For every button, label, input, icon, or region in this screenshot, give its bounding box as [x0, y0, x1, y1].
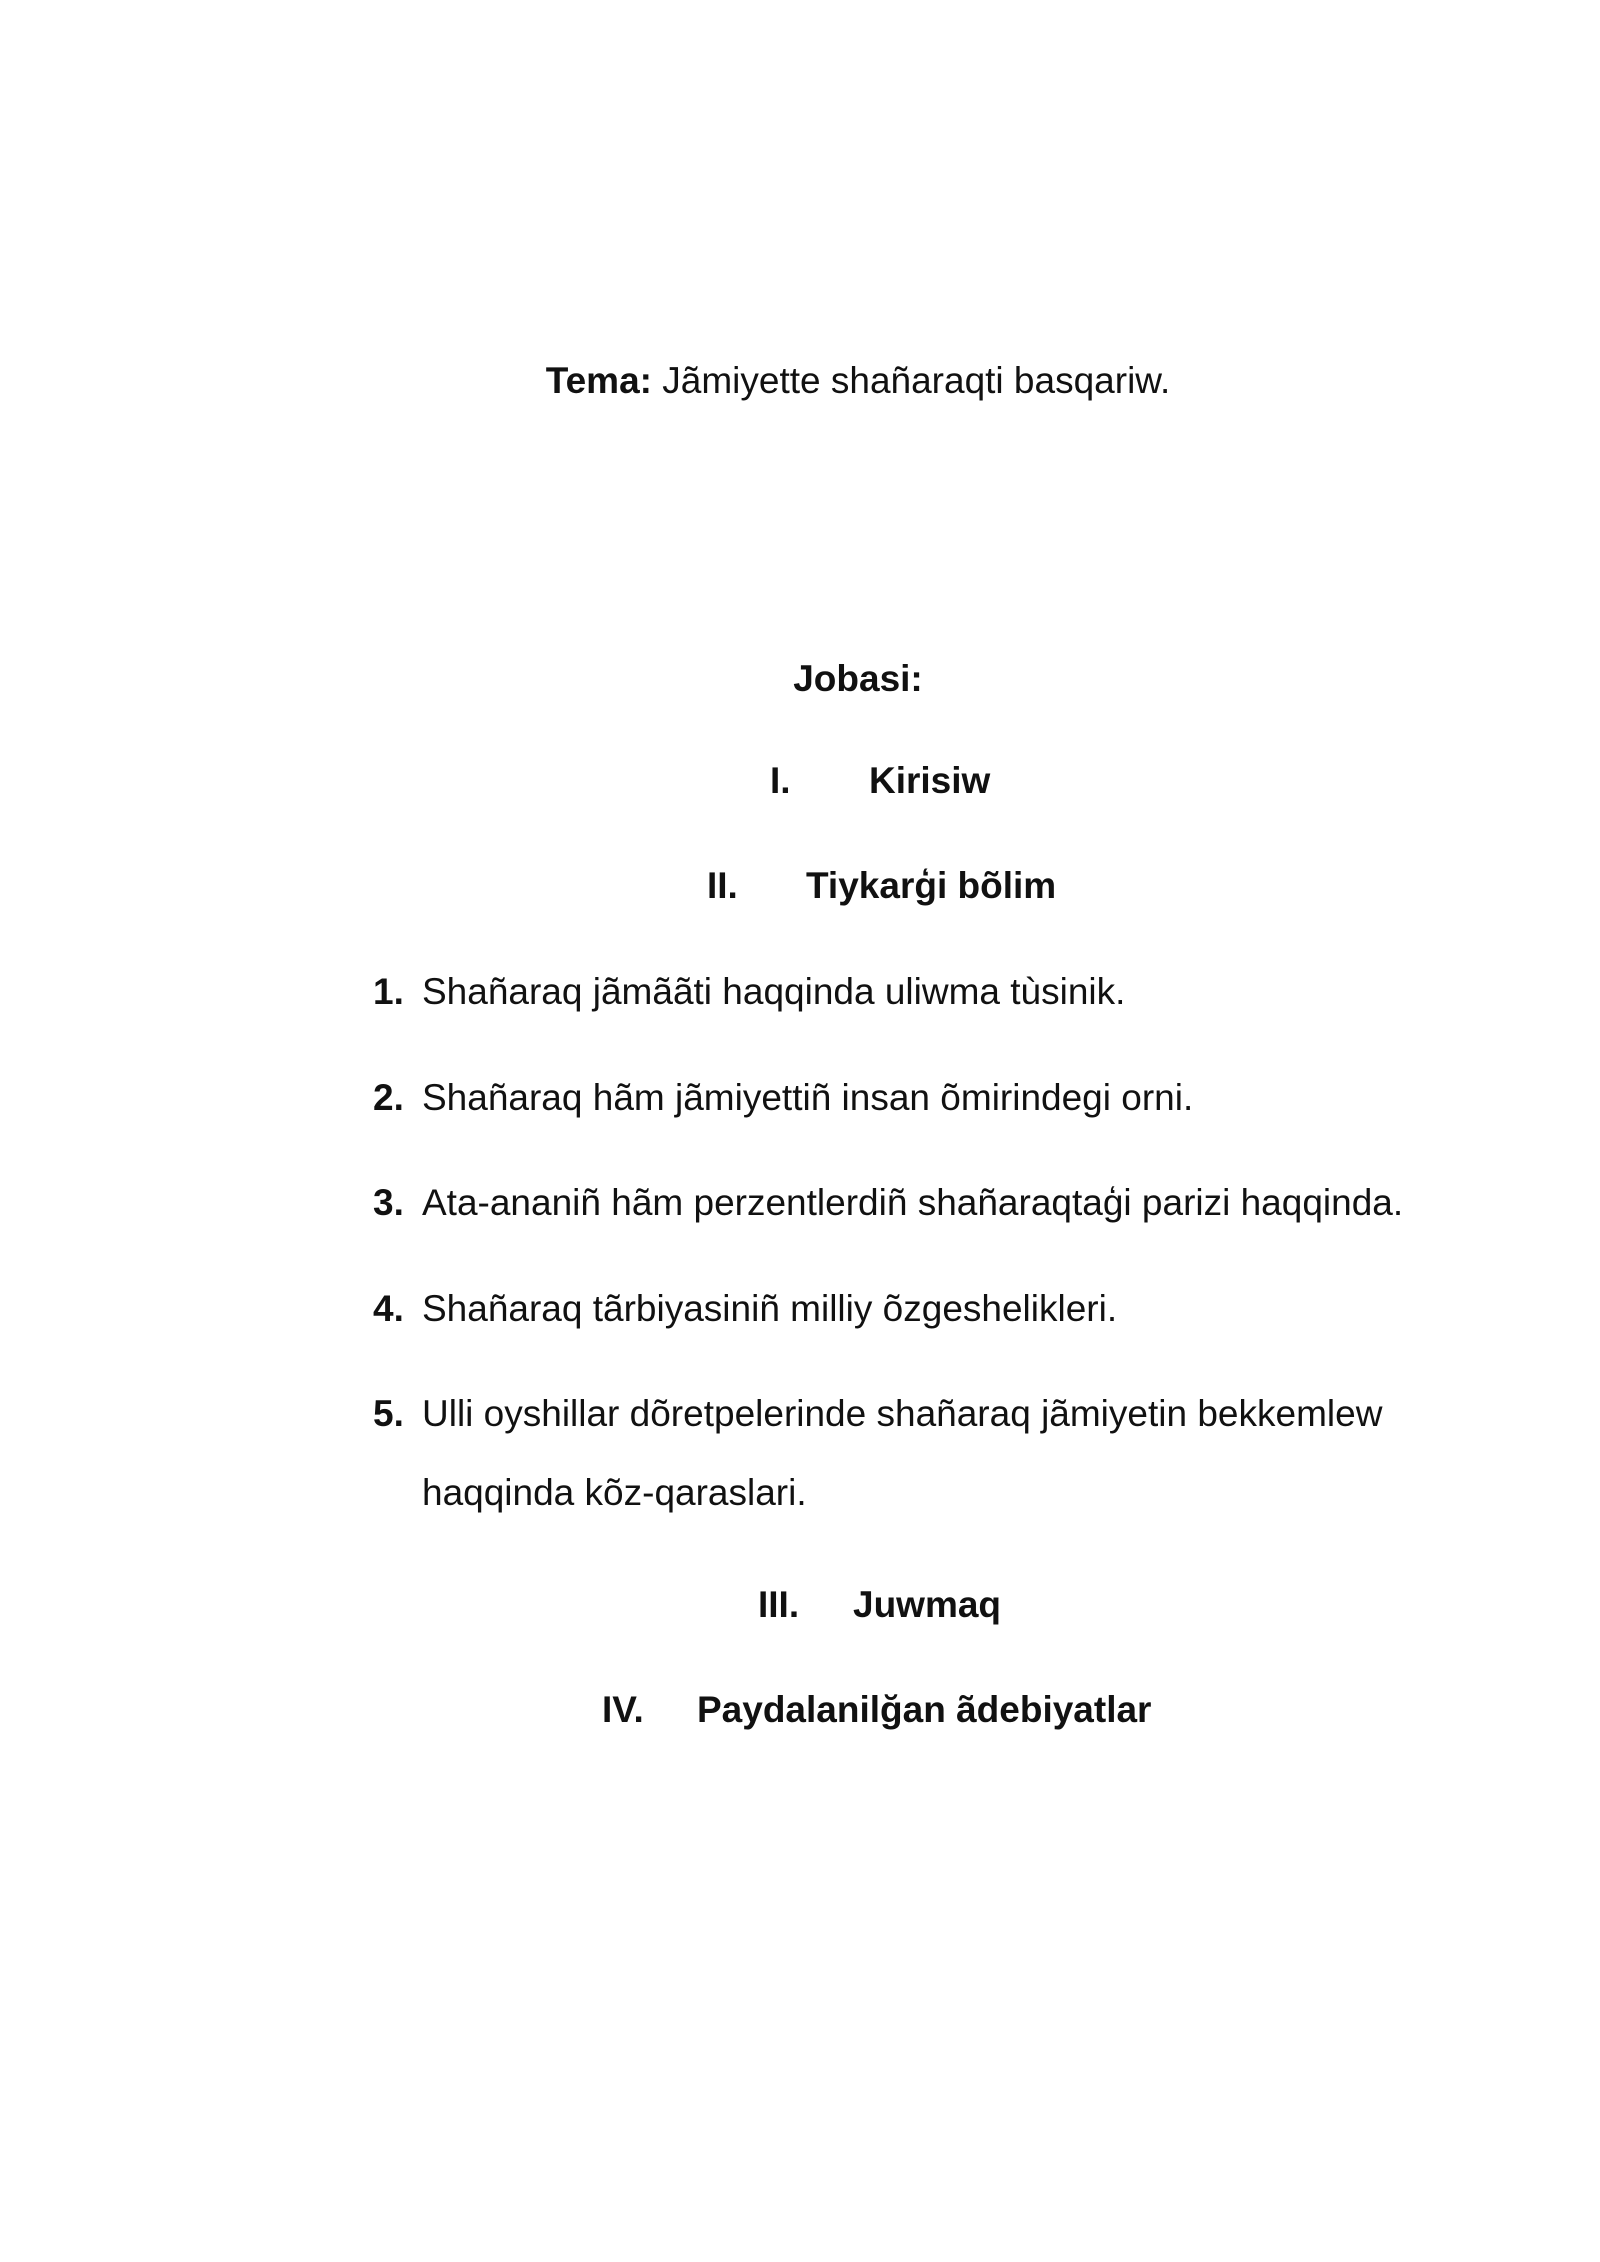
topic-label: Tema:: [545, 360, 652, 401]
list-item-number: 4.: [373, 1288, 404, 1329]
section-main-part: [707, 863, 1056, 909]
list-item: [373, 1286, 1117, 1332]
list-item: [373, 1391, 1382, 1437]
section-title: Kirisiw: [869, 760, 991, 801]
list-item: [373, 1180, 1403, 1226]
list-item-number: 3.: [373, 1182, 404, 1223]
list-item-text: Shañaraq hãm jãmiyettiñ insan õmirindegi orni.: [422, 1077, 1194, 1118]
list-item-text-continuation: haqqinda kõz-qaraslari.: [422, 1472, 807, 1513]
section-references: [602, 1687, 1151, 1733]
list-item-text: Ata-ananiñ hãm perzentlerdiñ shañaraqtaģi parizi haqqinda.: [422, 1182, 1404, 1223]
section-numeral: II.: [707, 865, 738, 906]
plan-heading: Jobasi:: [793, 658, 923, 699]
section-introduction: [770, 758, 990, 804]
section-title: Juwmaq: [853, 1584, 1002, 1625]
list-item-number: 1.: [373, 971, 404, 1012]
topic-text: Jãmiyette shañaraqti basqariw.: [662, 360, 1171, 401]
topic-line: [0, 358, 1600, 404]
list-item-number: 2.: [373, 1077, 404, 1118]
section-title: Paydalanilğan ãdebiyatlar: [697, 1689, 1152, 1730]
section-conclusion: [758, 1582, 1001, 1628]
list-item-text: Shañaraq jãmããti haqqinda uliwma tùsinik.: [422, 971, 1126, 1012]
section-numeral: I.: [770, 760, 791, 801]
list-item: [373, 1075, 1193, 1121]
section-numeral: III.: [758, 1584, 800, 1625]
list-item-text: Shañaraq tãrbiyasiniñ milliy õzgeshelikleri.: [422, 1288, 1118, 1329]
list-item-number: 5.: [373, 1393, 404, 1434]
list-item-text: Ulli oyshillar dõretpelerinde shañaraq jãmiyetin bekkemlew: [422, 1393, 1383, 1434]
section-title: Tiykarģi bõlim: [806, 865, 1057, 906]
list-item: [373, 969, 1125, 1015]
section-numeral: IV.: [602, 1689, 644, 1730]
